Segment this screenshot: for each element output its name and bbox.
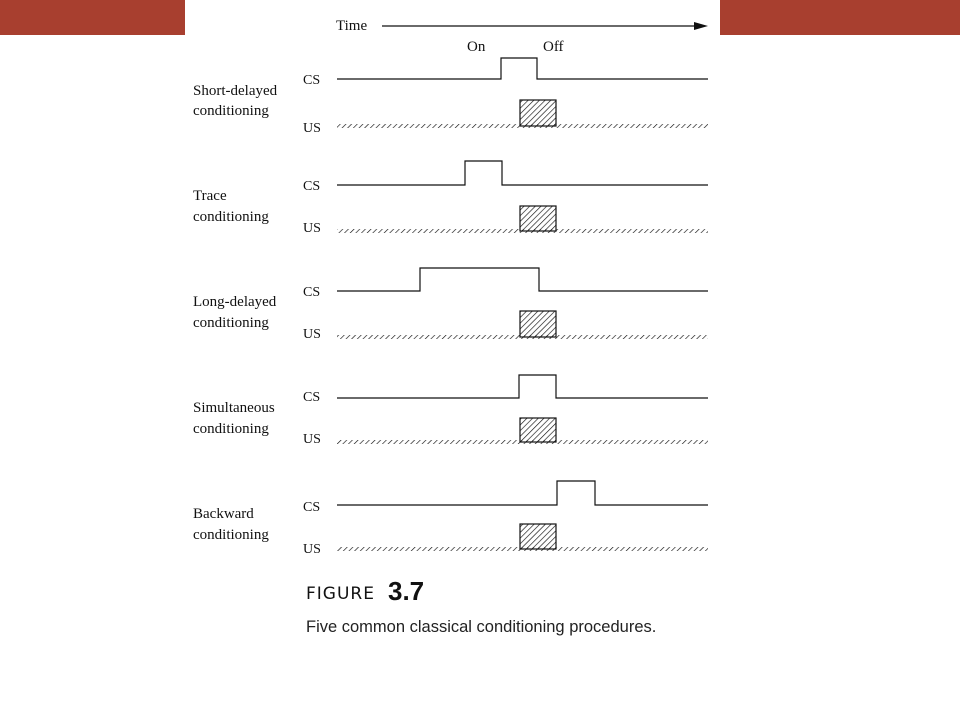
procedure-long-delayed — [193, 268, 708, 342]
on-label: On — [467, 39, 486, 55]
cs-label: CS — [303, 390, 321, 405]
procedure-simultaneous — [193, 375, 708, 447]
us-pulse — [520, 311, 556, 337]
us-label: US — [303, 327, 321, 342]
procedure-label-line2: conditioning — [193, 103, 269, 119]
cs-label: CS — [303, 285, 321, 300]
cs-signal-trace — [337, 481, 708, 505]
procedure-short-delayed — [193, 58, 708, 136]
cs-signal-trace — [337, 58, 708, 79]
cs-signal-trace — [337, 161, 708, 185]
figure-number: 3.7 — [388, 576, 425, 606]
procedure-label-line1: Simultaneous — [193, 400, 275, 416]
procedure-backward — [193, 481, 708, 557]
procedure-label-line2: conditioning — [193, 315, 269, 331]
off-label: Off — [543, 39, 564, 55]
time-axis-label: Time — [336, 18, 368, 34]
us-label: US — [303, 432, 321, 447]
procedure-label-line2: conditioning — [193, 209, 269, 225]
us-pulse — [520, 100, 556, 126]
cs-signal-trace — [337, 375, 708, 398]
procedure-label-line2: conditioning — [193, 527, 269, 543]
procedure-label-line1: Backward — [193, 506, 254, 522]
cs-label: CS — [303, 179, 321, 194]
procedure-trace — [193, 161, 708, 236]
us-pulse — [520, 206, 556, 231]
cs-label: CS — [303, 500, 321, 515]
procedure-label-line1: Short-delayed — [193, 83, 278, 99]
figure-caption: Five common classical conditioning procedures. — [306, 618, 657, 636]
us-pulse — [520, 524, 556, 549]
us-label: US — [303, 542, 321, 557]
cs-signal-trace — [337, 268, 708, 291]
us-label: US — [303, 121, 321, 136]
time-axis-arrowhead — [694, 22, 708, 30]
procedure-label-line1: Long-delayed — [193, 294, 277, 310]
us-pulse — [520, 418, 556, 442]
procedure-label-line2: conditioning — [193, 421, 269, 437]
cs-label: CS — [303, 73, 321, 88]
figure-word: FIGURE — [306, 584, 375, 604]
procedure-label-line1: Trace — [193, 188, 227, 204]
us-label: US — [303, 221, 321, 236]
